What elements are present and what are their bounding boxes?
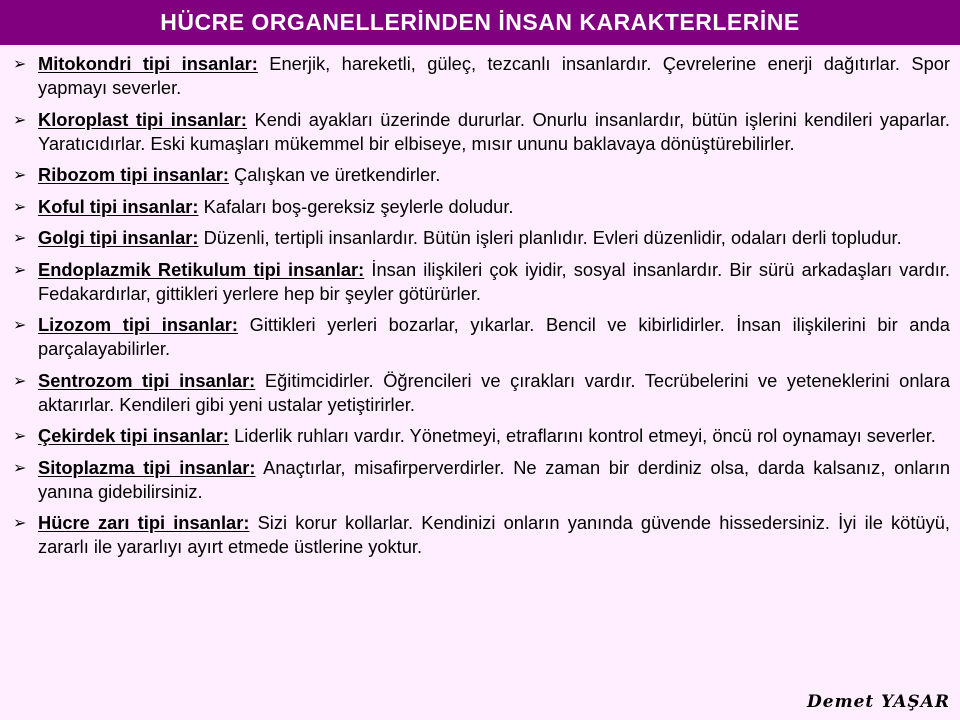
- item-label: Kloroplast tipi insanlar:: [38, 108, 248, 130]
- item-text: Gittikleri yerleri bozarlar, yıkarlar. Bencil ve kibirlidirler. İnsan ilişkilerini bir anda parçalayabilirler.: [38, 314, 950, 359]
- item-label: Mitokondri tipi insanlar:: [38, 53, 258, 74]
- arrow-bullet-icon: ➢: [13, 196, 27, 216]
- item-label: Lizozom tipi insanlar:: [38, 314, 238, 335]
- item-text: Enerjik, hareketli, güleç, tezcanlı insanlardır. Çevrelerine enerji dağıtırlar. Spor yapmayı severler.: [38, 53, 950, 98]
- arrow-bullet-icon: ➢: [13, 228, 27, 247]
- list-item: [10, 424, 950, 448]
- item-label: Golgi tipi insanlar:: [38, 227, 199, 248]
- list-item: [10, 195, 950, 219]
- page-title: HÜCRE ORGANELLERİNDEN İNSAN KARAKTERLERİNE: [160, 9, 800, 35]
- author-signature: Demet YAŞAR: [807, 692, 950, 712]
- item-label: Sentrozom tipi insanlar:: [38, 369, 256, 391]
- arrow-bullet-icon: ➢: [13, 54, 27, 73]
- item-label: Hücre zarı tipi insanlar:: [38, 512, 250, 533]
- item-label: Endoplazmik Retikulum tipi insanlar:: [38, 258, 365, 280]
- item-label: Koful tipi insanlar:: [38, 195, 199, 217]
- list-item: [10, 511, 950, 559]
- item-text: Çalışkan ve üretkendirler.: [234, 164, 441, 185]
- arrow-bullet-icon: ➢: [13, 259, 27, 279]
- item-text: Sizi korur kollarlar. Kendinizi onların yanında güvende hissedersiniz. İyi ile kötüyü, zararlı ile yararlıyı ayırt etmede üstlerine yoktur.: [38, 512, 950, 557]
- list-item: [10, 456, 950, 504]
- title-bar: [0, 0, 960, 45]
- arrow-bullet-icon: ➢: [13, 165, 27, 184]
- arrow-bullet-icon: ➢: [13, 513, 27, 532]
- arrow-bullet-icon: ➢: [13, 426, 27, 445]
- list-item: [10, 163, 950, 187]
- list-item: [10, 52, 950, 100]
- organelle-list: [10, 52, 950, 567]
- item-label: Sitoplazma tipi insanlar:: [38, 456, 256, 478]
- item-text: Düzenli, tertipli insanlardır. Bütün işleri planlıdır. Evleri düzenlidir, odaları derli topludur.: [203, 227, 902, 248]
- list-item: [10, 313, 950, 361]
- arrow-bullet-icon: ➢: [13, 109, 27, 129]
- list-item: [10, 226, 950, 250]
- item-label: Ribozom tipi insanlar:: [38, 164, 229, 185]
- list-item: [10, 108, 950, 156]
- item-label: Çekirdek tipi insanlar:: [38, 425, 229, 446]
- list-item: [10, 369, 950, 417]
- item-text: Liderlik ruhları vardır. Yönetmeyi, etraflarını kontrol etmeyi, öncü rol oynamayı severler.: [234, 425, 936, 446]
- arrow-bullet-icon: ➢: [13, 370, 27, 390]
- list-item: [10, 258, 950, 306]
- arrow-bullet-icon: ➢: [13, 315, 27, 334]
- item-text: Eğitimcidirler. Öğrencileri ve çırakları vardır. Tecrübelerini ve yeteneklerini onlara aktarırlar. Kendileri gibi yeni ustalar yetiştirirler.: [38, 369, 950, 415]
- item-text: Kendi ayakları üzerinde dururlar. Onurlu insanlardır, bütün işlerini kendileri yaparlar. Yaratıcıdırlar. Eski kumaşları mükemmel bir elbiseye, mısır ununu baklavaya dönüştürebilirler.: [38, 108, 950, 154]
- arrow-bullet-icon: ➢: [13, 457, 27, 477]
- item-text: Kafaları boş-gereksiz şeylerle doludur.: [203, 195, 514, 217]
- item-text: Anaçtırlar, misafirperverdirler. Ne zaman bir derdiniz olsa, darda kalsanız, onların yanına gidebilirsiniz.: [38, 456, 950, 502]
- item-text: İnsan ilişkileri çok iyidir, sosyal insanlardır. Bir sürü arkadaşları vardır. Fedakardırlar, gittikleri yerlere hep bir şeyler götürürler.: [38, 258, 950, 304]
